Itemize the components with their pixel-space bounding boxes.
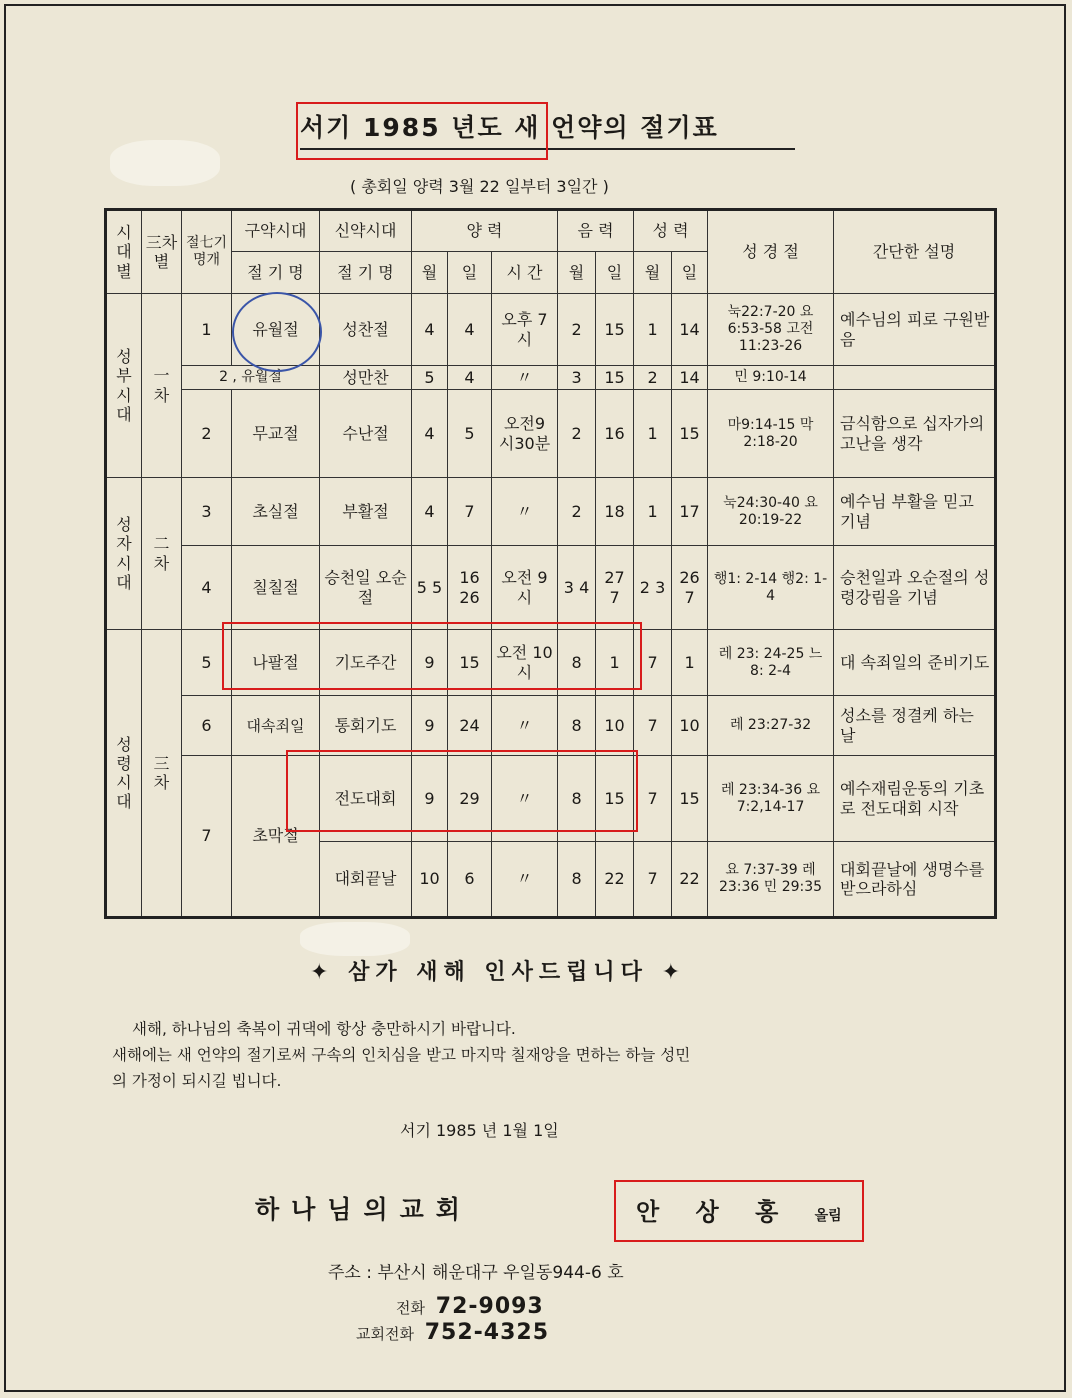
row-desc: 예수님의 피로 구원받음 [834,294,996,366]
row-ot: 초실절 [232,478,320,546]
row-desc [834,366,996,390]
row-time: 오전 10시 [492,630,558,696]
row-lunar-day: 27 7 [596,546,634,630]
row-sacred-month: 7 [634,756,672,842]
row-time: 〃 [492,696,558,756]
row-time: 〃 [492,478,558,546]
highlight-box-trumpet-row [222,622,642,690]
paper-smudge [110,140,220,186]
era-cell: 성부시대 [106,294,142,478]
row-sacred-month: 7 [634,696,672,756]
row-sacred-day: 14 [672,366,708,390]
cha-cell: 一 차 [142,294,182,478]
header-order: 절七기명개 [182,210,232,294]
header-solar-time: 시 간 [492,252,558,294]
row-verse: 레 23:27-32 [708,696,834,756]
row-no: 2 [182,390,232,478]
row-ot: 초막절 [232,756,320,918]
header-solar-day: 일 [448,252,492,294]
header-ot: 구약시대 [232,210,320,252]
row-solar-month: 5 5 [412,546,448,630]
row-no: 3 [182,478,232,546]
header-cha: 三차별 [142,210,182,294]
row-lunar-month: 8 [558,630,596,696]
row-solar-day: 29 [448,756,492,842]
message-line-2: 새해에는 새 언약의 절기로써 구속의 인치심을 받고 마지막 칠재앙을 면하는 하늘 성민 [112,1046,691,1064]
row-lunar-day: 10 [596,696,634,756]
row-lunar-day: 22 [596,842,634,918]
row-no: 2 [219,369,228,386]
row-lunar-month: 8 [558,696,596,756]
row-no: 4 [182,546,232,630]
row-ot: 대속죄일 [232,696,320,756]
row-sacred-day: 26 7 [672,546,708,630]
row-solar-day: 4 [448,294,492,366]
row-time: 오전9 시30분 [492,390,558,478]
row-sacred-day: 15 [672,756,708,842]
era-cell: 성자시대 [106,478,142,630]
row-solar-day: 16 26 [448,546,492,630]
row-time: 〃 [492,842,558,918]
row-ot: 2 , 유월절 [182,366,320,390]
row-lunar-month: 3 [558,366,596,390]
cha-cell: 二 차 [142,478,182,630]
row-lunar-month: 2 [558,390,596,478]
row-nt: 통회기도 [320,696,412,756]
row-lunar-day: 15 [596,366,634,390]
row-lunar-month: 8 [558,842,596,918]
row-solar-day: 4 [448,366,492,390]
paper-smudge [300,922,410,956]
row-ot: 나팔절 [232,630,320,696]
document-subtitle: ( 총회일 양력 3월 22 일부터 3일간 ) [350,177,609,196]
row-verse: 행1: 2-14 행2: 1-4 [708,546,834,630]
row-nt: 승천일 오순절 [320,546,412,630]
row-no: 5 [182,630,232,696]
row-ot: 칠칠절 [232,546,320,630]
row-lunar-day: 15 [596,294,634,366]
row-desc: 대회끝날에 생명수를 받으라하심 [834,842,996,918]
author-name [636,1192,842,1227]
author-name-text: 안 상 홍 [636,1198,793,1226]
highlight-box-evangelism-row [286,750,638,832]
row-desc: 예수님 부활을 믿고 기념 [834,478,996,546]
phone-line [396,1294,544,1319]
row-sacred-month: 7 [634,842,672,918]
header-solar: 양 력 [412,210,558,252]
header-sacred-month: 월 [634,252,672,294]
row-sacred-month: 2 3 [634,546,672,630]
header-desc: 간단한 설명 [834,210,996,294]
author-suffix: 올림 [814,1208,842,1224]
header-verse: 성 경 절 [708,210,834,294]
row-sacred-month: 1 [634,390,672,478]
row-ot-name: 유월절 [241,369,282,386]
church-address: 주소 : 부산시 해운대구 우일동944-6 호 [328,1263,624,1283]
pen-circle-mark [232,292,322,372]
row-nt: 기도주간 [320,630,412,696]
row-nt: 성찬절 [320,294,412,366]
row-sacred-day: 17 [672,478,708,546]
row-solar-month: 4 [412,294,448,366]
row-no: 6 [182,696,232,756]
row-solar-month: 5 [412,366,448,390]
header-era: 시대별 [106,210,142,294]
row-lunar-month: 2 [558,294,596,366]
row-time: 〃 [492,756,558,842]
row-time: 오전 9시 [492,546,558,630]
row-no: 1 [182,294,232,366]
row-desc: 대 속죄일의 준비기도 [834,630,996,696]
message-line-1: 새해, 하나님의 축복이 귀댁에 항상 충만하시기 바랍니다. [132,1020,516,1038]
row-nt: 성만찬 [320,366,412,390]
highlight-box-title-year [296,102,548,160]
row-lunar-day: 15 [596,756,634,842]
header-ot-name: 절 기 명 [232,252,320,294]
row-verse: 눅22:7-20 요 6:53-58 고전11:23-26 [708,294,834,366]
era-cell: 성령시대 [106,630,142,918]
row-solar-day: 5 [448,390,492,478]
message-line-3: 의 가정이 되시길 빕니다. [112,1072,282,1090]
row-lunar-day: 18 [596,478,634,546]
row-sacred-day: 1 [672,630,708,696]
phone-label: 전화 [396,1299,425,1317]
church-phone-number: 752-4325 [424,1320,550,1345]
row-ot: 무교절 [232,390,320,478]
church-phone-line [356,1320,549,1345]
row-sacred-day: 10 [672,696,708,756]
row-solar-day: 24 [448,696,492,756]
row-solar-month: 9 [412,696,448,756]
new-year-greeting: ✦ 삼가 새해 인사드립니다 ✦ [310,960,687,985]
row-nt: 전도대회 [320,756,412,842]
row-solar-day: 15 [448,630,492,696]
church-name: 하나님의교회 [255,1195,472,1224]
row-desc: 예수재림운동의 기초로 전도대회 시작 [834,756,996,842]
row-verse: 레 23:34-36 요 7:2,14-17 [708,756,834,842]
header-lunar: 음 력 [558,210,634,252]
row-ot: 유월절 [232,294,320,366]
row-verse: 민 9:10-14 [708,366,834,390]
row-no: 7 [182,756,232,918]
row-verse: 요 7:37-39 레 23:36 민 29:35 [708,842,834,918]
row-verse: 마9:14-15 막2:18-20 [708,390,834,478]
row-lunar-month: 8 [558,756,596,842]
row-solar-month: 4 [412,390,448,478]
header-nt-name: 절 기 명 [320,252,412,294]
row-time: 〃 [492,366,558,390]
row-solar-day: 6 [448,842,492,918]
header-sacred: 성 력 [634,210,708,252]
letter-date: 서기 1985 년 1월 1일 [400,1121,559,1140]
row-sacred-day: 15 [672,390,708,478]
cha-cell: 三 차 [142,630,182,918]
row-lunar-day: 1 [596,630,634,696]
row-lunar-day: 16 [596,390,634,478]
row-nt: 수난절 [320,390,412,478]
header-lunar-day: 일 [596,252,634,294]
row-lunar-month: 3 4 [558,546,596,630]
row-sacred-month: 2 [634,366,672,390]
header-sacred-day: 일 [672,252,708,294]
row-desc: 금식함으로 십자가의 고난을 생각 [834,390,996,478]
row-sacred-month: 7 [634,630,672,696]
row-verse: 눅24:30-40 요 20:19-22 [708,478,834,546]
row-sacred-day: 22 [672,842,708,918]
row-solar-month: 4 [412,478,448,546]
row-solar-month: 9 [412,630,448,696]
row-sacred-month: 1 [634,294,672,366]
greeting-message [112,1016,992,1094]
row-nt: 부활절 [320,478,412,546]
row-sacred-day: 14 [672,294,708,366]
row-lunar-month: 2 [558,478,596,546]
row-time: 오후 7시 [492,294,558,366]
church-phone-label: 교회전화 [356,1325,414,1343]
row-desc: 성소를 정결케 하는 날 [834,696,996,756]
row-verse: 레 23: 24-25 느 8: 2-4 [708,630,834,696]
row-solar-day: 7 [448,478,492,546]
row-solar-month: 9 [412,756,448,842]
header-lunar-month: 월 [558,252,596,294]
row-solar-month: 10 [412,842,448,918]
document-title: 서기 1985 년도 새 언약의 절기표 [300,113,719,142]
header-nt: 신약시대 [320,210,412,252]
row-nt: 대회끝날 [320,842,412,918]
row-sacred-month: 1 [634,478,672,546]
phone-number: 72-9093 [435,1294,544,1319]
header-solar-month: 월 [412,252,448,294]
row-desc: 승천일과 오순절의 성령강림을 기념 [834,546,996,630]
